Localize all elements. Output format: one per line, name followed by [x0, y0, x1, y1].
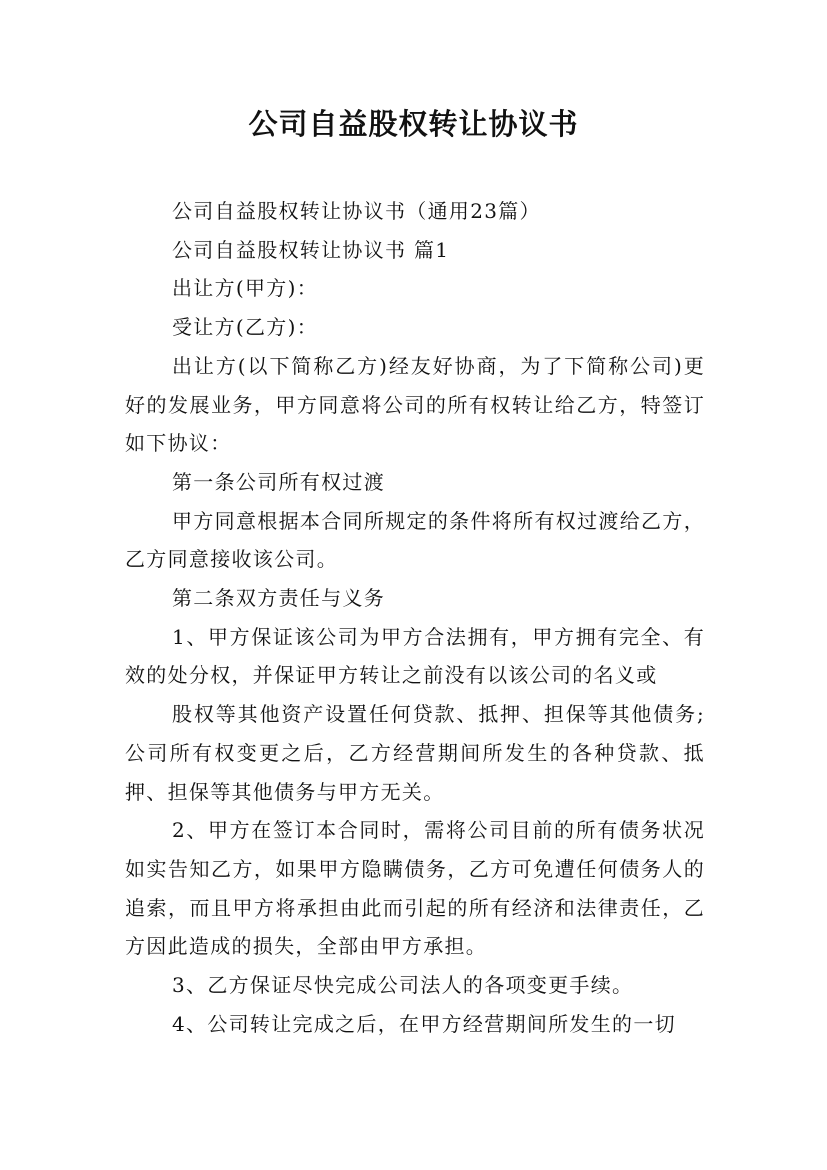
clause-3-paragraph: 3、乙方保证尽快完成公司法人的各项变更手续。 — [172, 973, 634, 998]
document-title: 公司自益股权转让协议书 — [248, 107, 579, 141]
article-2-heading: 第二条双方责任与义务 — [172, 586, 385, 611]
clause-2-paragraph: 2、甲方在签订本合同时，需将公司目前的所有债务状况如实告知乙方，如果甲方隐瞒债务，乙方可免遭任何债务人的追索，而且甲方将承担由此而引起的所有经济和法律责任，乙方因此造成的损失，全部由甲方承担。 — [125, 818, 705, 959]
clause-4-paragraph: 4、公司转让完成之后，在甲方经营期间所发生的一切 — [172, 1011, 676, 1036]
party-a-line: 出让方(甲方)： — [172, 276, 319, 301]
article-1-paragraph: 甲方同意根据本合同所规定的条件将所有权过渡给乙方，乙方同意接收该公司。 — [125, 508, 705, 572]
section-heading: 公司自益股权转让协议书 篇1 — [172, 237, 450, 262]
article-1-heading: 第一条公司所有权过渡 — [172, 469, 385, 494]
clause-1-continuation: 股权等其他资产设置任何贷款、抵押、担保等其他债务;公司所有权变更之后，乙方经营期间所发生的各种贷款、抵押、担保等其他债务与甲方无关。 — [125, 702, 705, 804]
subtitle-paragraph: 公司自益股权转让协议书（通用23篇） — [172, 199, 541, 223]
intro-paragraph: 出让方(以下简称乙方)经友好协商，为了下简称公司)更好的发展业务，甲方同意将公司的所有权转让给乙方，特签订如下协议： — [125, 353, 705, 456]
document-body — [125, 192, 705, 1043]
party-b-line: 受让方(乙方)： — [172, 315, 319, 340]
clause-1-paragraph: 1、甲方保证该公司为甲方合法拥有，甲方拥有完全、有效的处分权，并保证甲方转让之前没有以该公司的名义或 — [125, 624, 705, 688]
